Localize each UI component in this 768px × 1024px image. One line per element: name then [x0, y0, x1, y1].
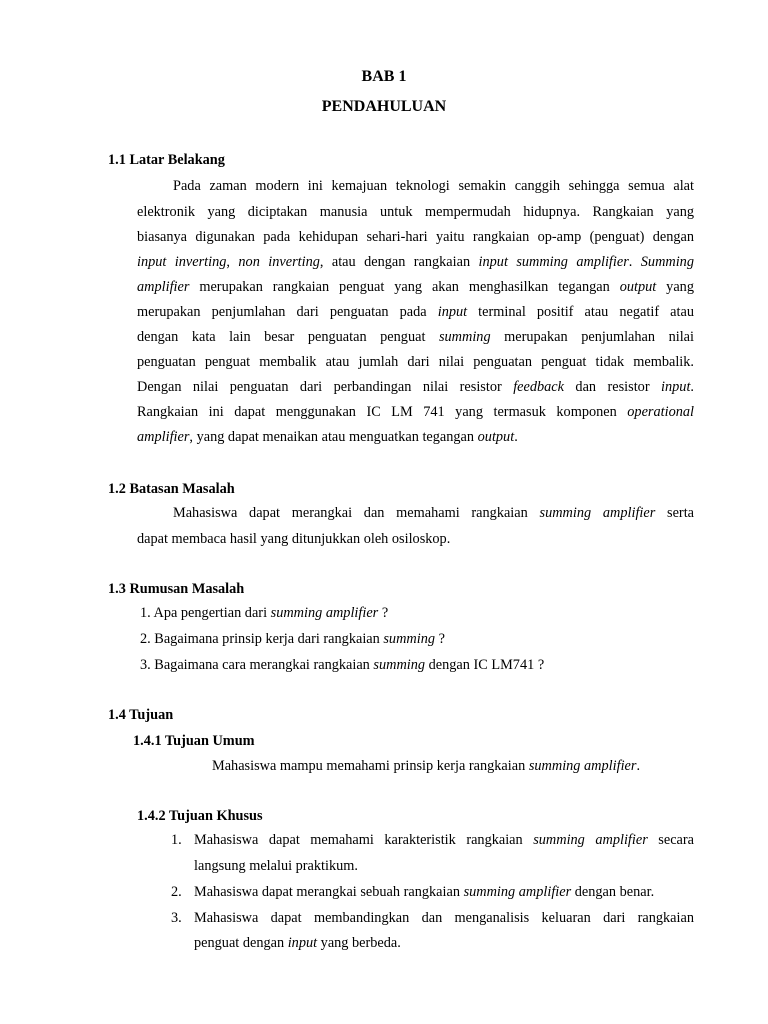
- subsection-heading-1-4-2: 1.4.2 Tujuan Khusus: [137, 808, 263, 824]
- section-heading-1-4: 1.4 Tujuan: [108, 707, 174, 723]
- list-item: Mahasiswa dapat memahami karakteristik rangkaian summing amplifier secara: [194, 832, 695, 848]
- paragraph-line: merupakan penjumlahan dari penguatan pada input terminal positif atau negatif atau: [137, 304, 694, 320]
- chapter-label: BAB 1: [361, 68, 407, 85]
- paragraph-line: amplifier merupakan rangkaian penguat yang akan menghasilkan tegangan output yang: [137, 279, 694, 295]
- paragraph-line: Pada zaman modern ini kemajuan teknologi semakin canggih sehingga semua alat: [173, 178, 694, 194]
- section-heading-1-2: 1.2 Batasan Masalah: [108, 481, 235, 497]
- paragraph-line: Mahasiswa dapat merangkai dan memahami rangkaian summing amplifier serta: [173, 505, 695, 521]
- list-item-continuation: penguat dengan input yang berbeda.: [194, 935, 401, 951]
- subsection-heading-1-4-1: 1.4.1 Tujuan Umum: [133, 733, 255, 749]
- section-heading-1-3: 1.3 Rumusan Masalah: [108, 581, 245, 597]
- chapter-title: PENDAHULUAN: [321, 98, 447, 115]
- list-item: 3. Bagaimana cara merangkai rangkaian summing dengan IC LM741 ?: [140, 657, 545, 673]
- list-item: Mahasiswa dapat merangkai sebuah rangkaian summing amplifier dengan benar.: [194, 884, 655, 900]
- paragraph-line: Dengan nilai penguatan dari perbandingan nilai resistor feedback dan resistor input.: [137, 379, 694, 395]
- paragraph-line: dengan kata lain besar penguatan penguat summing merupakan penjumlahan nilai: [137, 329, 694, 345]
- paragraph-line: dapat membaca hasil yang ditunjukkan oleh osiloskop.: [137, 531, 451, 547]
- paragraph-line: Mahasiswa mampu memahami prinsip kerja rangkaian summing amplifier.: [212, 758, 641, 774]
- list-number: 1.: [171, 832, 182, 848]
- paragraph-line: Rangkaian ini dapat menggunakan IC LM 741 yang termasuk komponen operational: [137, 404, 694, 420]
- paragraph-line: amplifier, yang dapat menaikan atau menguatkan tegangan output.: [137, 429, 518, 445]
- list-number: 2.: [171, 884, 182, 900]
- paragraph-line: input inverting, non inverting, atau dengan rangkaian input summing amplifier. Summing: [137, 254, 694, 270]
- paragraph-line: elektronik yang diciptakan manusia untuk mempermudah hidupnya. Rangkaian yang: [137, 204, 694, 220]
- paragraph-line: penguatan penguat membalik atau jumlah dari nilai penguatan penguat tidak membalik.: [137, 354, 694, 370]
- list-item: Mahasiswa dapat membandingkan dan menganalisis keluaran dari rangkaian: [194, 910, 694, 926]
- list-item: 1. Apa pengertian dari summing amplifier ?: [140, 605, 389, 621]
- list-number: 3.: [171, 910, 182, 926]
- paragraph-line: biasanya digunakan pada kehidupan sehari-hari yaitu rangkaian op-amp (penguat) dengan: [137, 229, 694, 245]
- section-heading-1-1: 1.1 Latar Belakang: [108, 152, 225, 168]
- list-item-continuation: langsung melalui praktikum.: [194, 858, 358, 874]
- list-item: 2. Bagaimana prinsip kerja dari rangkaian summing ?: [140, 631, 445, 647]
